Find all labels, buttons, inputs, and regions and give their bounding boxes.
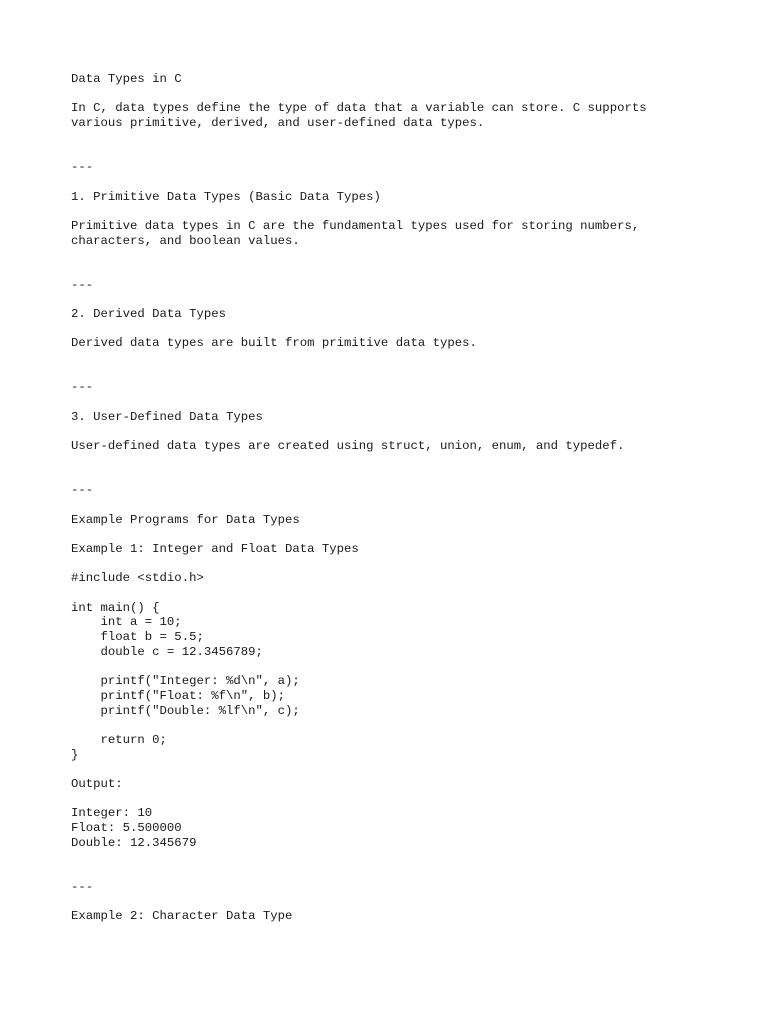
blank-line (71, 87, 751, 102)
doc-title: Data Types in C (71, 72, 182, 86)
blank-line (71, 351, 751, 366)
blank-line (71, 425, 751, 440)
code-line: int main() { (71, 600, 160, 615)
separator: --- (71, 160, 94, 175)
intro-line: various primitive, derived, and user-defined data types. (71, 116, 485, 131)
blank-line (71, 131, 751, 146)
document-page (71, 72, 751, 924)
code-line: printf("Float: %f\n", b); (71, 688, 286, 703)
code-line: printf("Integer: %d\n", a); (71, 674, 300, 689)
separator: --- (71, 380, 94, 395)
example-heading: Example 2: Character Data Type (71, 909, 293, 924)
blank-line (71, 322, 751, 337)
paragraph-line: characters, and boolean values. (71, 233, 300, 248)
blank-line (71, 469, 751, 484)
section-heading: 3. User-Defined Data Types (71, 409, 263, 424)
blank-line (71, 660, 751, 675)
blank-line (71, 557, 751, 572)
code-line: double c = 12.3456789; (71, 644, 263, 659)
separator: --- (71, 483, 94, 498)
paragraph-line: Derived data types are built from primitive data types. (71, 336, 477, 351)
section-heading: 2. Derived Data Types (71, 307, 226, 321)
paragraph-line: Primitive data types in C are the fundamental types used for storing numbers, (71, 218, 640, 233)
paragraph-line: User-defined data types are created using struct, union, enum, and typedef. (71, 439, 625, 454)
intro-line: In C, data types define the type of data that a variable can store. C supports (71, 101, 647, 116)
code-line: #include <stdio.h> (71, 571, 204, 586)
separator: --- (71, 277, 94, 292)
code-line: return 0; (71, 732, 167, 747)
blank-line (71, 718, 751, 733)
code-line: int a = 10; (71, 615, 182, 630)
blank-line (71, 850, 751, 865)
blank-line (71, 586, 751, 601)
blank-line (71, 204, 751, 219)
code-line: printf("Double: %lf\n", c); (71, 703, 300, 718)
blank-line (71, 175, 751, 190)
output-label: Output: (71, 777, 123, 791)
code-line: float b = 5.5; (71, 630, 204, 645)
blank-line (71, 498, 751, 513)
code-line: } (71, 747, 79, 762)
example-heading: Example 1: Integer and Float Data Types (71, 542, 359, 556)
output-line: Integer: 10 (71, 806, 153, 821)
output-line: Float: 5.500000 (71, 821, 182, 836)
blank-line (71, 248, 751, 263)
blank-line (71, 145, 751, 160)
blank-line (71, 865, 751, 880)
output-line: Double: 12.345679 (71, 835, 197, 850)
blank-line (71, 395, 751, 410)
section-heading: 1. Primitive Data Types (Basic Data Types) (71, 189, 381, 204)
blank-line (71, 292, 751, 307)
blank-line (71, 792, 751, 807)
separator: --- (71, 879, 94, 894)
blank-line (71, 527, 751, 542)
blank-line (71, 895, 751, 910)
blank-line (71, 366, 751, 381)
blank-line (71, 762, 751, 777)
blank-line (71, 263, 751, 278)
blank-line (71, 454, 751, 469)
section-heading: Example Programs for Data Types (71, 512, 300, 527)
